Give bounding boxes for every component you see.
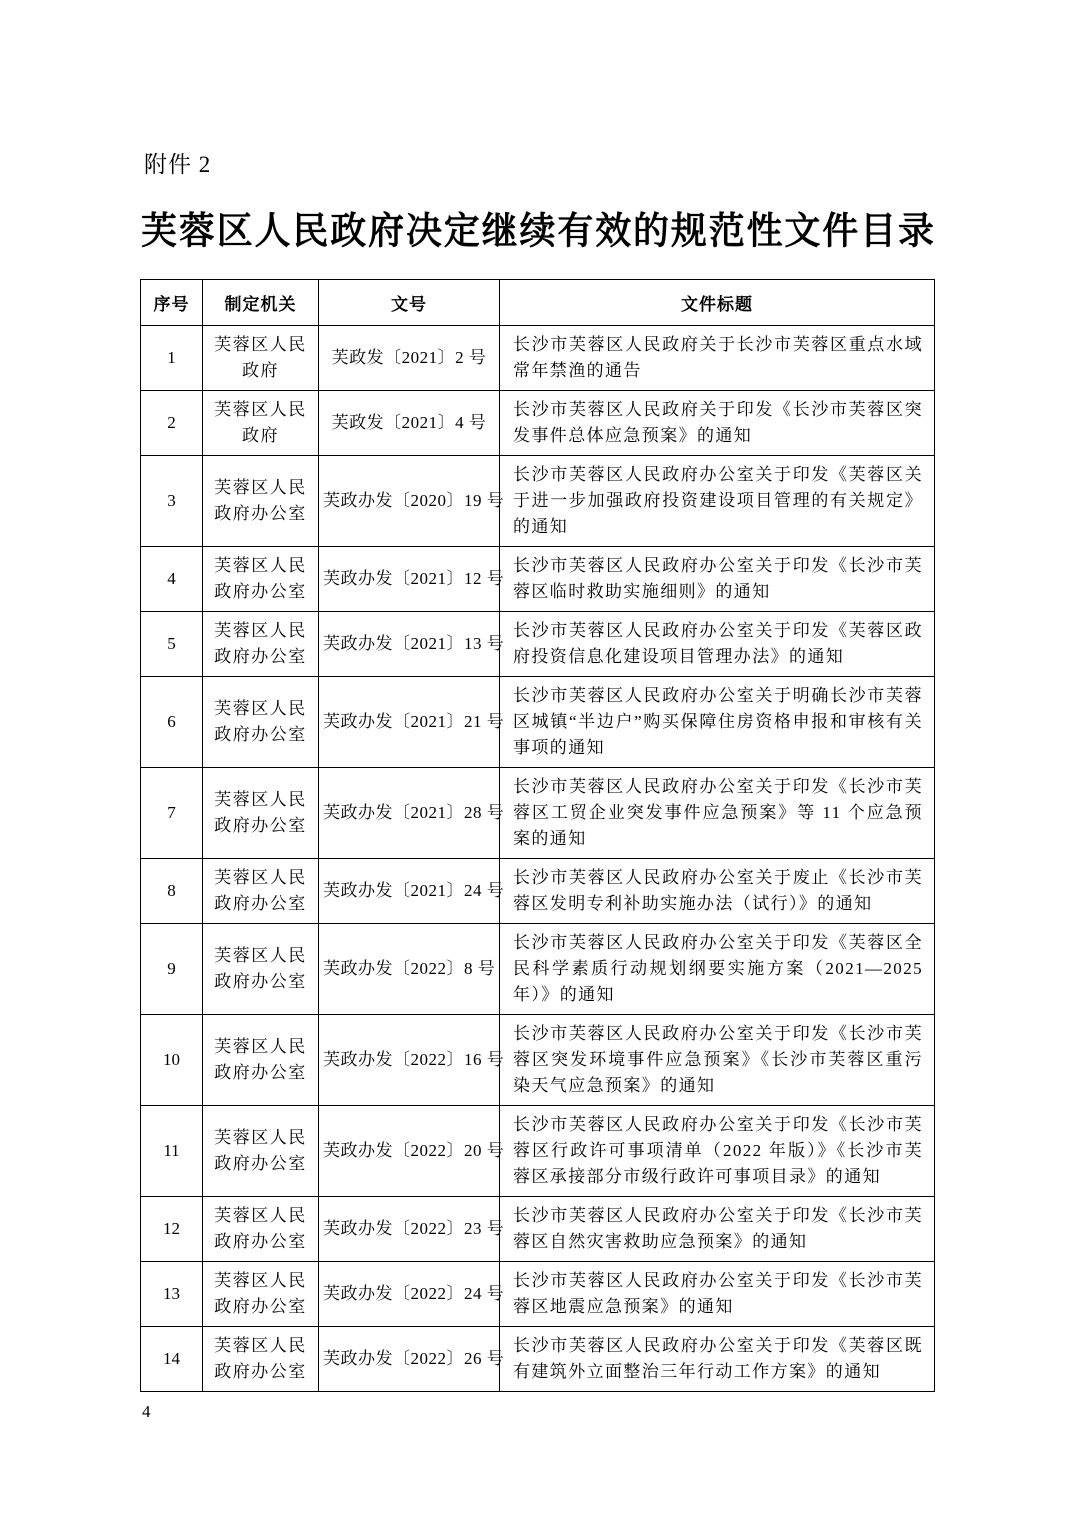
cell-issuing-agency: 芙蓉区人民政府办公室 bbox=[203, 677, 319, 768]
table-row bbox=[141, 924, 935, 1015]
cell-issuing-agency: 芙蓉区人民政府办公室 bbox=[203, 547, 319, 612]
cell-issuing-agency: 芙蓉区人民政府办公室 bbox=[203, 612, 319, 677]
header-document-title: 文件标题 bbox=[500, 280, 935, 326]
cell-document-title: 长沙市芙蓉区人民政府办公室关于印发《芙蓉区政府投资信息化建设项目管理办法》的通知 bbox=[500, 612, 935, 677]
cell-serial-number: 13 bbox=[141, 1262, 203, 1327]
cell-serial-number: 2 bbox=[141, 391, 203, 456]
cell-document-title: 长沙市芙蓉区人民政府关于印发《长沙市芙蓉区突发事件总体应急预案》的通知 bbox=[500, 391, 935, 456]
cell-document-number: 芙政发〔2021〕2 号 bbox=[319, 326, 500, 391]
cell-document-number: 芙政办发〔2022〕26 号 bbox=[319, 1327, 500, 1392]
cell-serial-number: 4 bbox=[141, 547, 203, 612]
cell-issuing-agency: 芙蓉区人民政府办公室 bbox=[203, 768, 319, 859]
cell-document-title: 长沙市芙蓉区人民政府办公室关于印发《芙蓉区全民科学素质行动规划纲要实施方案（2021—2025 年）》的通知 bbox=[500, 924, 935, 1015]
cell-document-number: 芙政办发〔2021〕24 号 bbox=[319, 859, 500, 924]
cell-issuing-agency: 芙蓉区人民政府办公室 bbox=[203, 859, 319, 924]
table-row bbox=[141, 326, 935, 391]
cell-document-number: 芙政办发〔2022〕20 号 bbox=[319, 1106, 500, 1197]
cell-document-number: 芙政发〔2021〕4 号 bbox=[319, 391, 500, 456]
cell-issuing-agency: 芙蓉区人民政府办公室 bbox=[203, 1106, 319, 1197]
cell-issuing-agency: 芙蓉区人民政府办公室 bbox=[203, 1327, 319, 1392]
document-title: 芙蓉区人民政府决定继续有效的规范性文件目录 bbox=[141, 210, 934, 252]
cell-serial-number: 14 bbox=[141, 1327, 203, 1392]
cell-document-title: 长沙市芙蓉区人民政府办公室关于印发《长沙市芙蓉区自然灾害救助应急预案》的通知 bbox=[500, 1197, 935, 1262]
table-row bbox=[141, 391, 935, 456]
cell-issuing-agency: 芙蓉区人民政府 bbox=[203, 391, 319, 456]
cell-serial-number: 12 bbox=[141, 1197, 203, 1262]
cell-issuing-agency: 芙蓉区人民政府 bbox=[203, 326, 319, 391]
documents-table bbox=[140, 279, 935, 1392]
cell-serial-number: 10 bbox=[141, 1015, 203, 1106]
cell-document-title: 长沙市芙蓉区人民政府办公室关于印发《长沙市芙蓉区地震应急预案》的通知 bbox=[500, 1262, 935, 1327]
attachment-label: 附件 2 bbox=[144, 152, 212, 177]
table-row bbox=[141, 1262, 935, 1327]
table-row bbox=[141, 1327, 935, 1392]
cell-issuing-agency: 芙蓉区人民政府办公室 bbox=[203, 924, 319, 1015]
cell-issuing-agency: 芙蓉区人民政府办公室 bbox=[203, 456, 319, 547]
cell-serial-number: 8 bbox=[141, 859, 203, 924]
cell-document-number: 芙政办发〔2021〕28 号 bbox=[319, 768, 500, 859]
table-row bbox=[141, 677, 935, 768]
cell-serial-number: 7 bbox=[141, 768, 203, 859]
cell-document-number: 芙政办发〔2021〕12 号 bbox=[319, 547, 500, 612]
cell-issuing-agency: 芙蓉区人民政府办公室 bbox=[203, 1262, 319, 1327]
page-number: 4 bbox=[142, 1402, 151, 1421]
cell-serial-number: 1 bbox=[141, 326, 203, 391]
cell-document-title: 长沙市芙蓉区人民政府办公室关于印发《长沙市芙蓉区工贸企业突发事件应急预案》等 11 个应急预案的通知 bbox=[500, 768, 935, 859]
table-row bbox=[141, 456, 935, 547]
cell-serial-number: 9 bbox=[141, 924, 203, 1015]
table-row bbox=[141, 1015, 935, 1106]
table-row bbox=[141, 547, 935, 612]
header-document-number: 文号 bbox=[319, 280, 500, 326]
cell-serial-number: 6 bbox=[141, 677, 203, 768]
documents-table-container bbox=[140, 279, 934, 1392]
cell-document-title: 长沙市芙蓉区人民政府关于长沙市芙蓉区重点水域常年禁渔的通告 bbox=[500, 326, 935, 391]
header-issuing-agency: 制定机关 bbox=[203, 280, 319, 326]
table-header-row bbox=[141, 280, 935, 326]
table-header bbox=[141, 280, 935, 326]
table-row bbox=[141, 612, 935, 677]
cell-issuing-agency: 芙蓉区人民政府办公室 bbox=[203, 1197, 319, 1262]
table-body bbox=[141, 326, 935, 1392]
cell-document-title: 长沙市芙蓉区人民政府办公室关于印发《长沙市芙蓉区行政许可事项清单（2022 年版）》《长沙市芙蓉区承接部分市级行政许可事项目录》的通知 bbox=[500, 1106, 935, 1197]
cell-serial-number: 3 bbox=[141, 456, 203, 547]
cell-document-number: 芙政办发〔2021〕13 号 bbox=[319, 612, 500, 677]
cell-issuing-agency: 芙蓉区人民政府办公室 bbox=[203, 1015, 319, 1106]
cell-document-number: 芙政办发〔2022〕16 号 bbox=[319, 1015, 500, 1106]
cell-document-number: 芙政办发〔2021〕21 号 bbox=[319, 677, 500, 768]
cell-document-title: 长沙市芙蓉区人民政府办公室关于印发《芙蓉区既有建筑外立面整治三年行动工作方案》的通知 bbox=[500, 1327, 935, 1392]
cell-document-number: 芙政办发〔2022〕8 号 bbox=[319, 924, 500, 1015]
cell-document-title: 长沙市芙蓉区人民政府办公室关于印发《长沙市芙蓉区临时救助实施细则》的通知 bbox=[500, 547, 935, 612]
table-row bbox=[141, 859, 935, 924]
cell-document-number: 芙政办发〔2020〕19 号 bbox=[319, 456, 500, 547]
table-row bbox=[141, 1197, 935, 1262]
cell-document-title: 长沙市芙蓉区人民政府办公室关于印发《长沙市芙蓉区突发环境事件应急预案》《长沙市芙蓉区重污染天气应急预案》的通知 bbox=[500, 1015, 935, 1106]
cell-document-number: 芙政办发〔2022〕24 号 bbox=[319, 1262, 500, 1327]
table-row bbox=[141, 1106, 935, 1197]
cell-document-title: 长沙市芙蓉区人民政府办公室关于废止《长沙市芙蓉区发明专利补助实施办法（试行）》的通知 bbox=[500, 859, 935, 924]
table-row bbox=[141, 768, 935, 859]
cell-serial-number: 11 bbox=[141, 1106, 203, 1197]
cell-document-title: 长沙市芙蓉区人民政府办公室关于明确长沙市芙蓉区城镇“半边户”购买保障住房资格申报和审核有关事项的通知 bbox=[500, 677, 935, 768]
cell-document-number: 芙政办发〔2022〕23 号 bbox=[319, 1197, 500, 1262]
cell-document-title: 长沙市芙蓉区人民政府办公室关于印发《芙蓉区关于进一步加强政府投资建设项目管理的有关规定》的通知 bbox=[500, 456, 935, 547]
header-serial-number: 序号 bbox=[141, 280, 203, 326]
cell-serial-number: 5 bbox=[141, 612, 203, 677]
